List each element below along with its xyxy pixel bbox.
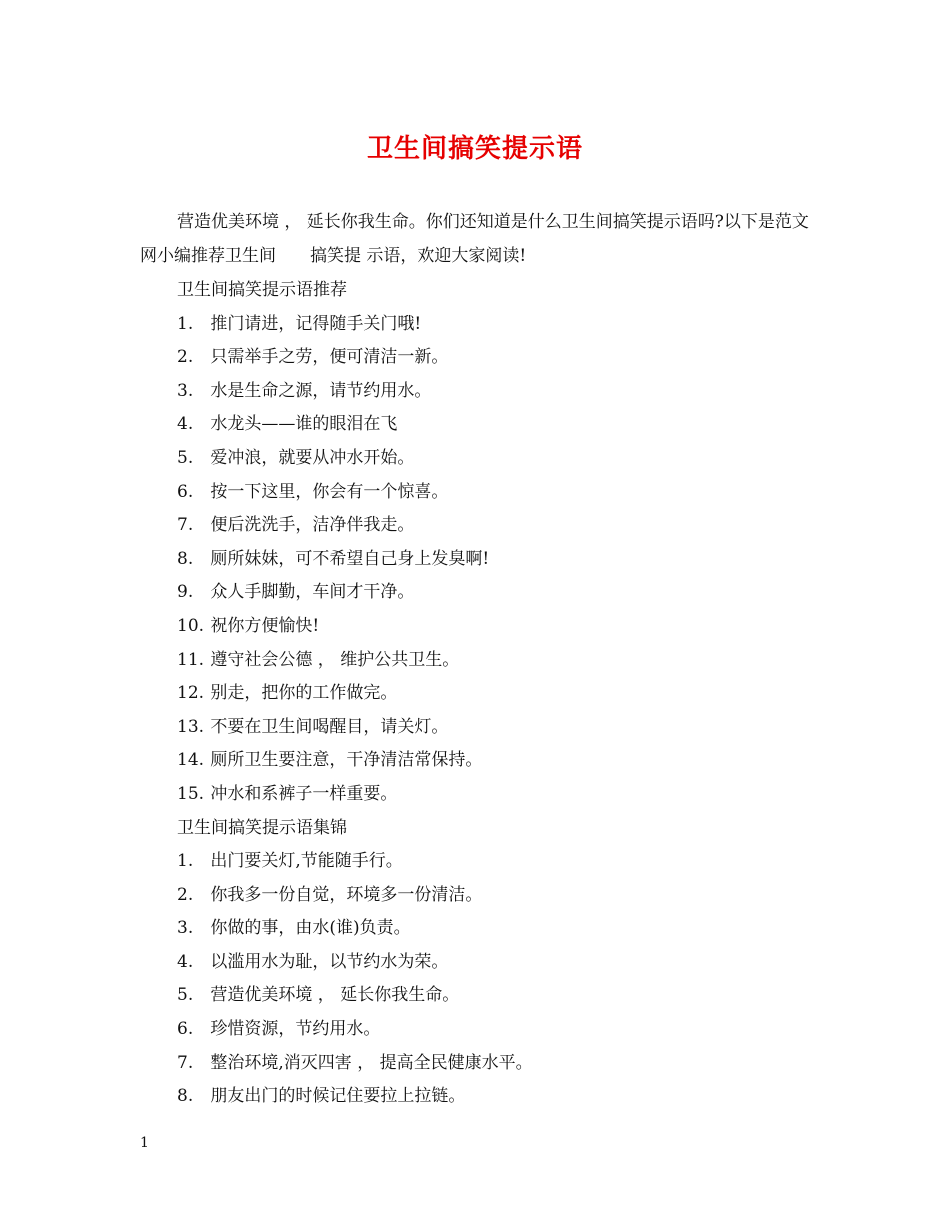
list-item bbox=[177, 408, 817, 442]
list-item-number: 2. bbox=[177, 347, 194, 368]
section-heading: 卫生间搞笑提示语推荐 bbox=[177, 280, 347, 300]
list-item-text: 众人手脚勤，车间才干净。 bbox=[210, 582, 415, 603]
list-item-text: 推门请进，记得随手关门哦! bbox=[210, 313, 422, 334]
list-item-text: 冲水和系裤子一样重要。 bbox=[210, 783, 398, 804]
intro-text: 营造优美环境 ， 延长你我生命。你们还知道是什么卫生间搞笑提示语吗?以下是范文网小编推荐卫生间 搞笑提 示语，欢迎大家阅读! bbox=[140, 212, 809, 266]
list-item-number: 9. bbox=[177, 582, 194, 603]
list-item-text: 以滥用水为耻，以节约水为荣。 bbox=[210, 951, 449, 972]
list-item bbox=[177, 1047, 817, 1081]
list-item-number: 7. bbox=[177, 515, 194, 536]
list-item-text: 朋友出门的时候记住要拉上拉链。 bbox=[210, 1086, 466, 1107]
list-item-text: 出门要关灯,节能随手行。 bbox=[210, 851, 403, 872]
list-item-text: 只需举手之劳，便可清洁一新。 bbox=[210, 347, 449, 368]
list-item-number: 1. bbox=[177, 851, 194, 872]
list-item-number: 5. bbox=[177, 447, 194, 468]
list-item bbox=[177, 1013, 817, 1047]
intro-paragraph bbox=[140, 205, 820, 273]
list-item-text: 爱冲浪，就要从冲水开始。 bbox=[210, 447, 415, 468]
list-item-number: 13. bbox=[177, 716, 205, 737]
content-body bbox=[177, 274, 817, 1114]
list-item-number: 5. bbox=[177, 985, 194, 1006]
list-item-text: 水龙头——谁的眼泪在飞 bbox=[210, 414, 398, 435]
list-item-number: 11. bbox=[177, 649, 205, 670]
list-item-text: 厕所卫生要注意，干净清洁常保持。 bbox=[210, 750, 483, 771]
list-item bbox=[177, 341, 817, 375]
list-item-number: 4. bbox=[177, 414, 194, 435]
list-item bbox=[177, 476, 817, 510]
list-item-number: 8. bbox=[177, 1086, 194, 1107]
list-item bbox=[177, 845, 817, 879]
list-item-text: 祝你方便愉快! bbox=[210, 615, 320, 636]
list-item-number: 12. bbox=[177, 683, 205, 704]
document-title: 卫生间搞笑提示语 bbox=[366, 134, 583, 164]
list-item-text: 别走，把你的工作做完。 bbox=[210, 683, 398, 704]
list-item-number: 3. bbox=[177, 918, 194, 939]
list-item-text: 整治环境,消灭四害 ， 提高全民健康水平。 bbox=[210, 1052, 533, 1073]
list-item-number: 3. bbox=[177, 380, 194, 401]
list-section-1 bbox=[177, 308, 817, 812]
list-item bbox=[177, 912, 817, 946]
list-item bbox=[177, 778, 817, 812]
list-item bbox=[177, 610, 817, 644]
list-item-text: 你做的事，由水(谁)负责。 bbox=[210, 918, 411, 939]
list-item-text: 便后洗洗手，洁净伴我走。 bbox=[210, 515, 415, 536]
list-item bbox=[177, 375, 817, 409]
list-item-number: 14. bbox=[177, 750, 205, 771]
list-item-number: 2. bbox=[177, 884, 194, 905]
list-item bbox=[177, 946, 817, 980]
list-item-number: 1. bbox=[177, 313, 194, 334]
list-item-number: 6. bbox=[177, 481, 194, 502]
list-item bbox=[177, 1080, 817, 1114]
list-item bbox=[177, 644, 817, 678]
page-number: 1 bbox=[140, 1135, 149, 1151]
list-item-text: 营造优美环境 ， 延长你我生命。 bbox=[210, 985, 460, 1006]
section-heading: 卫生间搞笑提示语集锦 bbox=[177, 817, 347, 838]
list-item bbox=[177, 979, 817, 1013]
list-item-number: 15. bbox=[177, 783, 205, 804]
list-item-text: 按一下这里，你会有一个惊喜。 bbox=[210, 481, 449, 502]
list-item bbox=[177, 677, 817, 711]
list-item-text: 厕所妹妹，可不希望自己身上发臭啊! bbox=[210, 548, 490, 569]
list-item bbox=[177, 308, 817, 342]
list-section-2 bbox=[177, 845, 817, 1114]
list-item-number: 10. bbox=[177, 615, 205, 636]
list-item bbox=[177, 442, 817, 476]
list-item-number: 8. bbox=[177, 548, 194, 569]
list-item-number: 4. bbox=[177, 951, 194, 972]
list-item bbox=[177, 879, 817, 913]
list-item-text: 不要在卫生间喝醒目，请关灯。 bbox=[210, 716, 449, 737]
list-item-text: 珍惜资源，节约用水。 bbox=[210, 1019, 381, 1040]
list-item-text: 水是生命之源，请节约用水。 bbox=[210, 380, 432, 401]
list-item-text: 遵守社会公德 ， 维护公共卫生。 bbox=[210, 649, 460, 670]
list-item-number: 7. bbox=[177, 1052, 194, 1073]
list-item bbox=[177, 711, 817, 745]
list-item bbox=[177, 509, 817, 543]
list-item bbox=[177, 744, 817, 778]
list-item-text: 你我多一份自觉，环境多一份清洁。 bbox=[210, 884, 483, 905]
list-item bbox=[177, 543, 817, 577]
list-item-number: 6. bbox=[177, 1019, 194, 1040]
list-item bbox=[177, 576, 817, 610]
